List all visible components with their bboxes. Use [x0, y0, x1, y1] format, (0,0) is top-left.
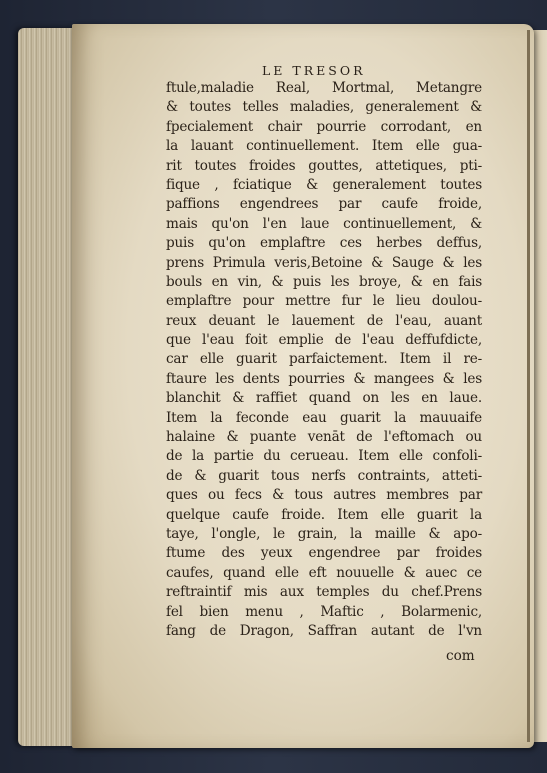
catchword: com [446, 648, 475, 664]
text-line: paffions engendrees par caufe froide, [166, 196, 482, 213]
text-line: taye, l'ongle, le grain, la maille & apo- [166, 525, 482, 542]
text-line: de & guarit tous nerfs contraints, atteti- [166, 467, 482, 484]
text-line: emplaftre pour mettre fur le lieu doulou- [166, 293, 482, 310]
text-line: Item la feconde eau guarit la mauuaife [166, 409, 482, 426]
text-line: car elle guarit parfaictement. Item il re- [166, 351, 482, 368]
text-line: fang de Dragon, Saffran autant de l'vn [166, 622, 482, 639]
text-line: caufes, quand elle eft nouuelle & auec ce [166, 564, 482, 581]
text-line: ftule,maladie Real, Mortmal, Metangre [166, 80, 482, 96]
text-line: prens Primula veris,Betoine & Sauge & les [166, 254, 482, 271]
text-line: la lauant continuellement. Item elle gua- [166, 138, 482, 155]
running-head: LE TRESOR [262, 63, 366, 78]
text-line: fique , fciatique & generalement toutes [166, 176, 482, 193]
text-line: ftume des yeux engendree par froides [166, 545, 482, 562]
text-line: bouls en vin, & puis les broye, & en fais [166, 273, 482, 290]
page-gutter-shadow [527, 30, 530, 742]
text-line: fpecialement chair pourrie corrodant, en [166, 118, 482, 135]
text-line: halaine & puante venāt de l'eftomach ou [166, 429, 482, 446]
text-line: mais qu'on l'en laue continuellement, & [166, 215, 482, 232]
text-line: reux deuant le lauement de l'eau, auant [166, 312, 482, 329]
text-line: de la partie du cerueau. Item elle confoli- [166, 448, 482, 465]
text-line: fel bien menu , Maftic , Bolarmenic, [166, 603, 482, 620]
text-line: ftaure les dents pourries & mangees & les [166, 370, 482, 387]
text-line: puis qu'on emplaftre ces herbes deffus, [166, 235, 482, 252]
text-line: quelque caufe froide. Item elle guarit la [166, 506, 482, 523]
text-line: blanchit & raffiet quand on les en laue. [166, 390, 482, 407]
text-line: reftraintif mis aux temples du chef.Prens [166, 584, 482, 601]
text-line: que l'eau foit emplie de l'eau deffufdicte, [166, 332, 482, 349]
text-line: rit toutes froides gouttes, attetiques, pti- [166, 157, 482, 174]
text-line: & toutes telles maladies, generalement & [166, 99, 482, 116]
text-line: ques ou fecs & tous autres membres par [166, 487, 482, 504]
page-text [166, 79, 482, 641]
